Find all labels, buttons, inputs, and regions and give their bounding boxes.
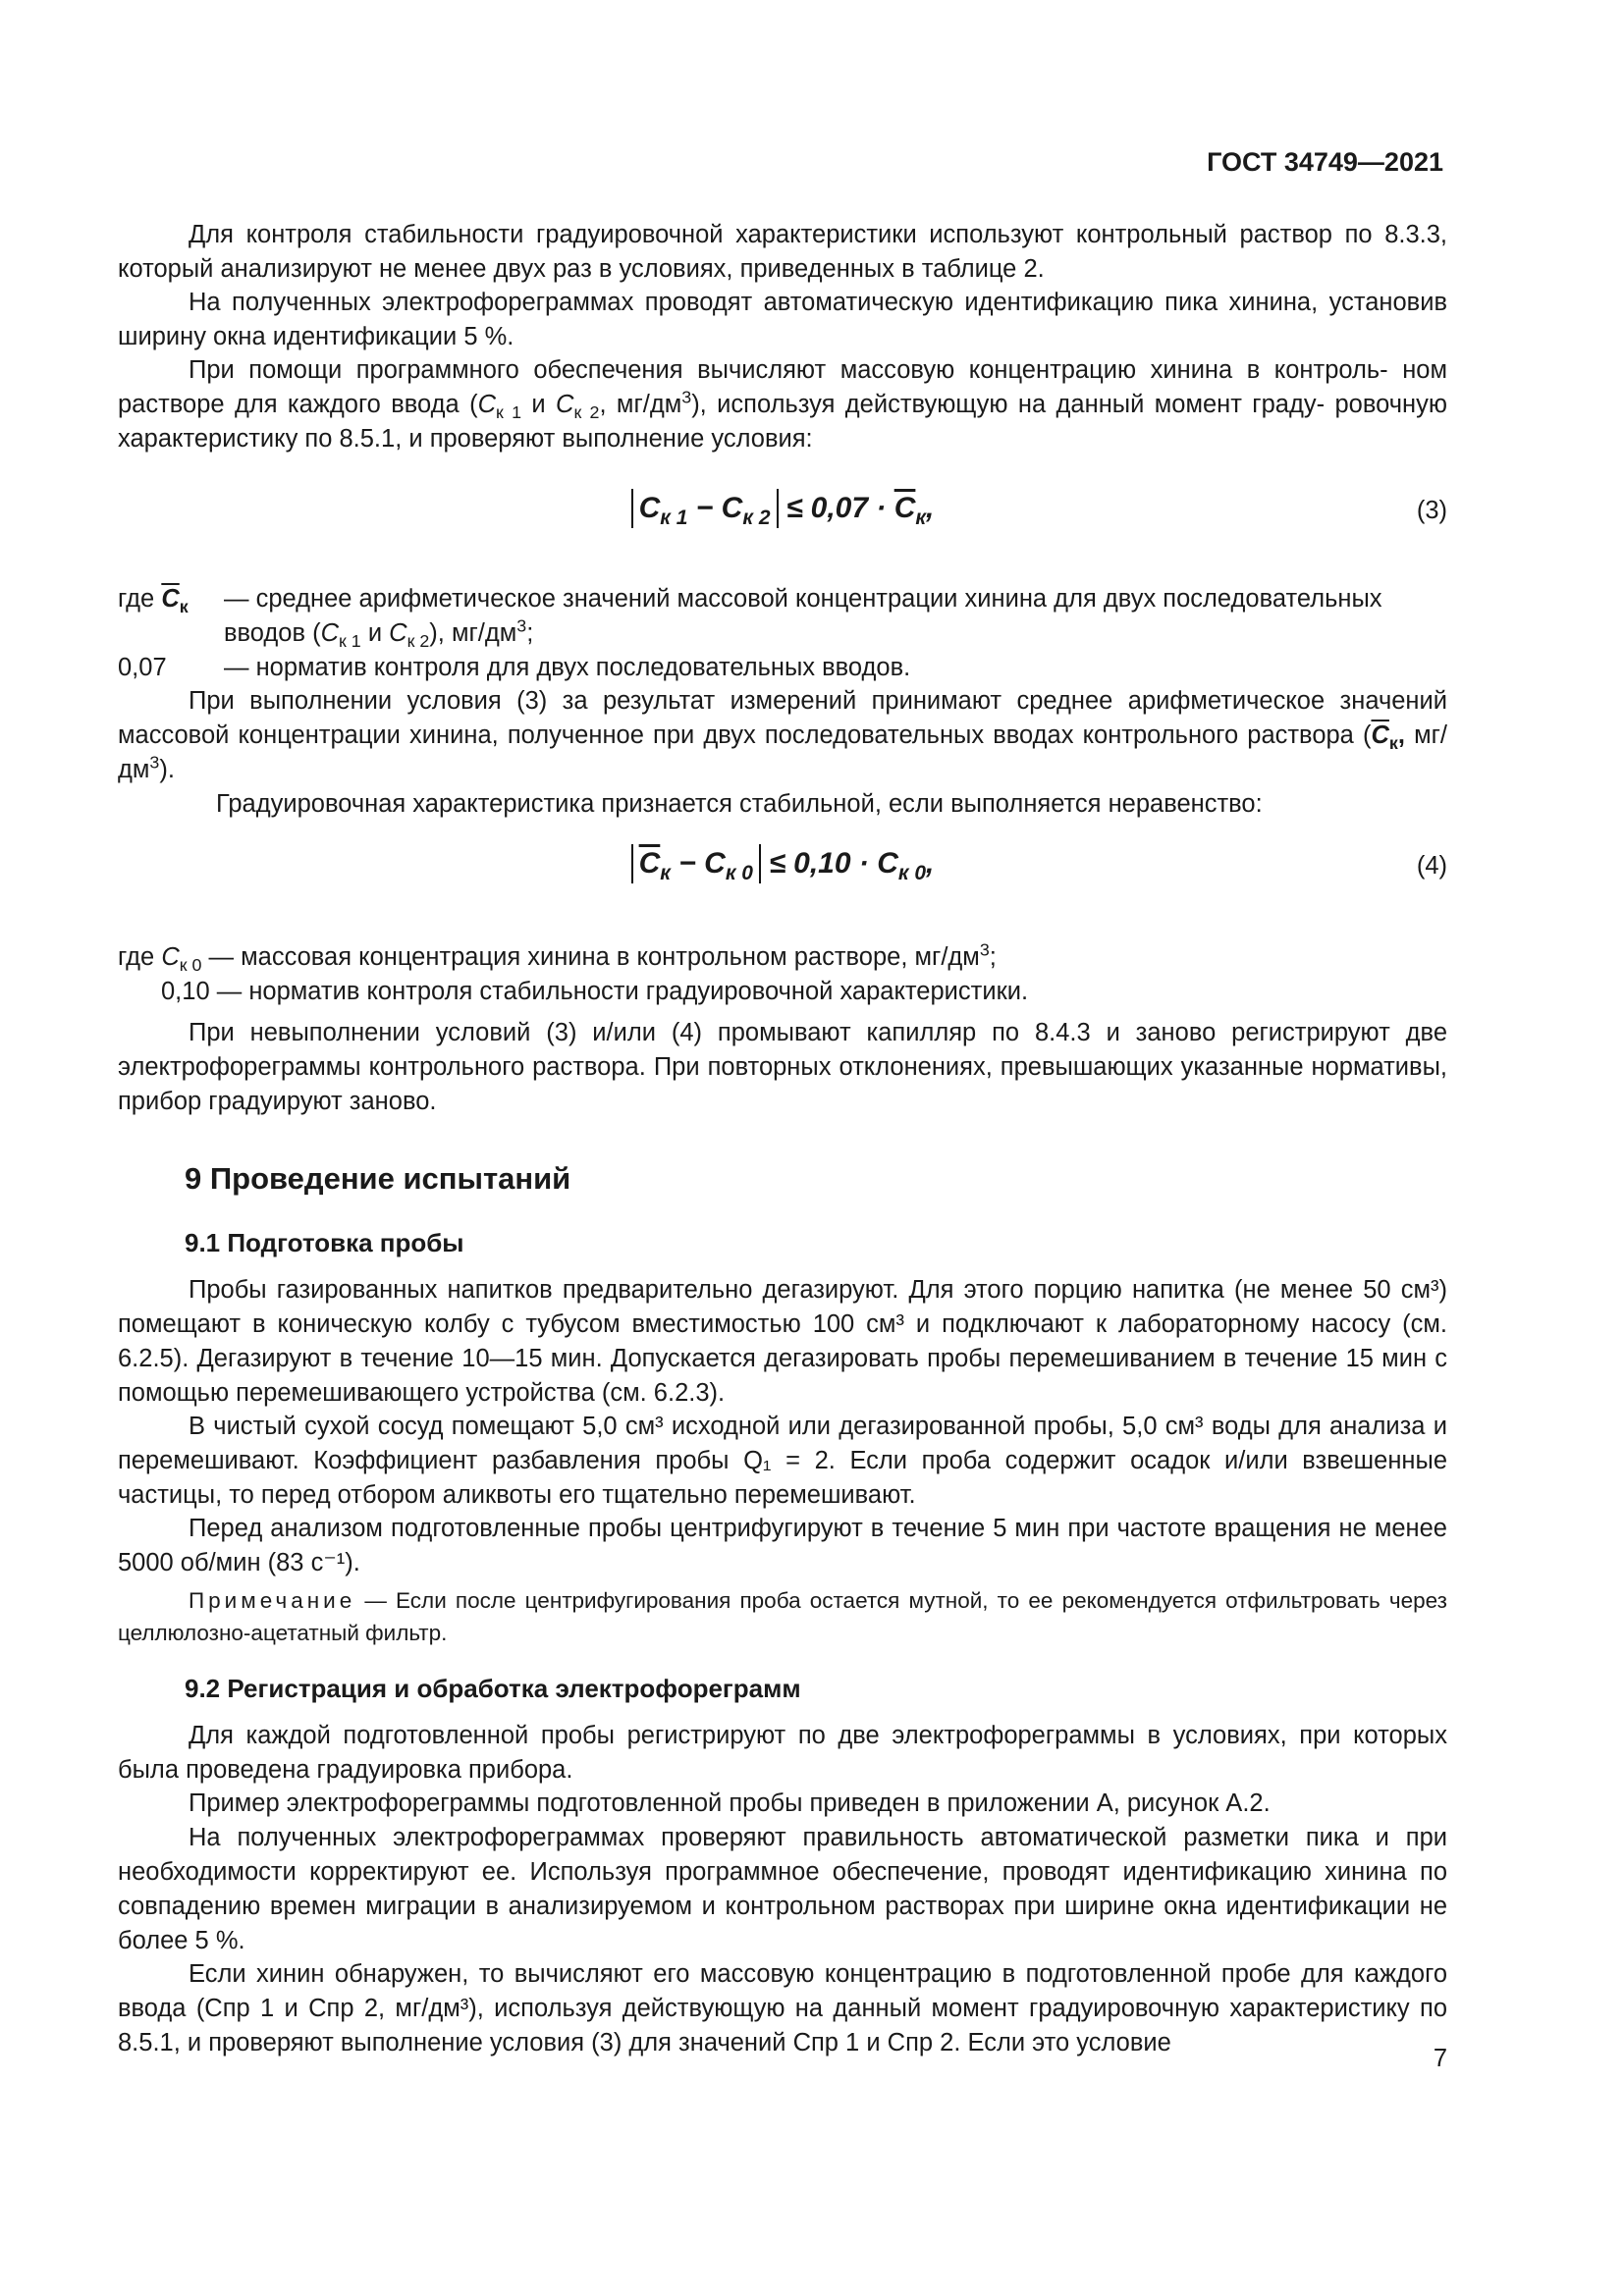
paragraph-result: При выполнении условия (3) за результат измерений принимают среднее арифметическое значений массовой концентрации хинина, полученное при двух последовательных вводах контрольного раствора ($\overline{C}_к$, $мг/дм^3$). [118,687,1447,783]
paragraph-software-calc-line3: ровочную характеристику по 8.5.1, и проверяют выполнение условия: [118,391,1447,453]
where-block-2 [118,940,1447,1009]
where-2-row-norm: 0,10 — норматив контроля стабильности градуировочной характеристики. [161,978,1029,1005]
where-1-row-norm: 0,07 — норматив контроля для двух последовательных вводов. [118,651,1447,685]
formula-4 [118,844,1447,903]
where-1-symbol-mean: где $\overline{C}_к$ [118,585,189,617]
paragraph-centrifuge: Перед анализом подготовленные пробы центрифугируют в течение 5 мин при частоте вращения не менее 5000 об/мин (83 с⁻¹). [118,1515,1447,1576]
paragraph-dilution: В чистый сухой сосуд помещают 5,0 см³ исходной или дегазированной пробы, 5,0 см³ воды для анализа и перемешивают. Коэффициент разбавления пробы Q₁ = 2. Если проба содержит осадок и/или взвешенные частицы, то перед отбором аликвоты его тщательно перемешивают. [118,1413,1447,1509]
formula-4-number: (4) [1416,852,1447,880]
formula-3 [118,489,1447,548]
paragraph-software-calc [118,353,1447,456]
document-header-id: ГОСТ 34749—2021 [1207,147,1443,177]
formula-4-expression: $\overline{C}_к - C_{к 0} \le 0,10 \cdot C_{к 0}$, [118,844,1447,883]
paragraph-example: Пример электрофореграммы подготовленной пробы приведен в приложении А, рисунок А.2. [189,1789,1271,1817]
where-2-row-conc: где $C_{к 0}$ — массовая концентрация хинина в контрольном растворе, $мг/дм^3$; [118,939,997,976]
formula-3-expression: $C_{к 1} - C_{к 2} \le 0,07 \cdot \overline{C}_к$, [118,489,1447,528]
formula-3-number: (3) [1416,497,1447,524]
paragraph-software-calc-line2: ном растворе для каждого ввода ($C_{к 1}$ и $C_{к 2}$, $мг/дм^3$), используя действующую на данный момент граду- [118,356,1448,423]
paragraph-registration: Для каждой подготовленной пробы регистрируют по две электрофореграммы в условиях, при которых была проведена градуировка прибора. [118,1722,1447,1784]
paragraph-peak-check: На полученных электрофореграммах проверяют правильность автоматической разметки пика и при необходимости корректируют ее. Используя программное обеспечение, проводят идентификацию хинина по совпадению времен миграции в анализируемом и контрольном растворах при ширине окна идентификации не более 5 %. [118,1824,1447,1954]
section-9-1-heading: 9.1 Подготовка пробы [185,1228,464,1257]
where-1-symbol-norm: 0,07 [118,654,167,681]
note-label: Примечание [189,1588,356,1613]
paragraph-degassing: Пробы газированных напитков предварительно дегазируют. Для этого порцию напитка (не менее 50 см³) помещают в коническую колбу с тубусом вместимостью 100 см³ и подключают к лабораторному насосу (см. 6.2.5). Дегазируют в течение 10—15 мин. Допускается дегазировать пробы перемешиванием в течение 15 мин с помощью перемешивающего устройства (см. 6.2.3). [118,1276,1447,1407]
paragraph-quinine-found: Если хинин обнаружен, то вычисляют его массовую концентрацию в подготовленной пробе для каждого ввода (Cпр 1 и Cпр 2, мг/дм³), используя действующую на данный момент градуировочную характеристику по 8.5.1, и проверяют выполнение условия (3) для значений Cпр 1 и Cпр 2. Если это условие [118,1960,1447,2056]
note-text: — Если после центрифугирования проба остается мутной, то ее рекомендуется отфильтровать через целлюлозно-ацетатный фильтр. [118,1588,1447,1645]
paragraph-repeat: При невыполнении условий (3) и/или (4) промывают капилляр по 8.4.3 и заново регистрируют две электрофореграммы контрольного раствора. При повторных отклонениях, превышающих указанные нормативы, прибор градуируют заново. [118,1019,1447,1115]
paragraph-identification: На полученных электрофореграммах проводят автоматическую идентификацию пика хинина, установив ширину окна идентификации 5 %. [118,289,1447,350]
paragraph-stability-criterion: Градуировочная характеристика признается стабильной, если выполняется неравенство: [216,790,1263,818]
section-9-heading: 9 Проведение испытаний [185,1161,571,1196]
where-block-1 [118,582,1447,685]
where-1-row-mean: где $\overline{C}_к$ — среднее арифметическое значений массовой концентрации хинина для двух последовательных вводов ($C_{к 1}$ и $C_{к 2}$), $мг/дм^3$; [118,582,1447,651]
paragraph-software-calc-line1: При помощи программного обеспечения вычисляют массовую концентрацию хинина в контроль- [189,356,1388,384]
page-number: 7 [1433,2045,1447,2072]
note-filtering [118,1584,1447,1649]
paragraph-control-solution: Для контроля стабильности градуировочной характеристики используют контрольный раствор по 8.3.3, который анализируют не менее двух раз в условиях, приведенных в таблице 2. [118,221,1447,283]
section-9-2-heading: 9.2 Регистрация и обработка электрофореграмм [185,1674,801,1703]
